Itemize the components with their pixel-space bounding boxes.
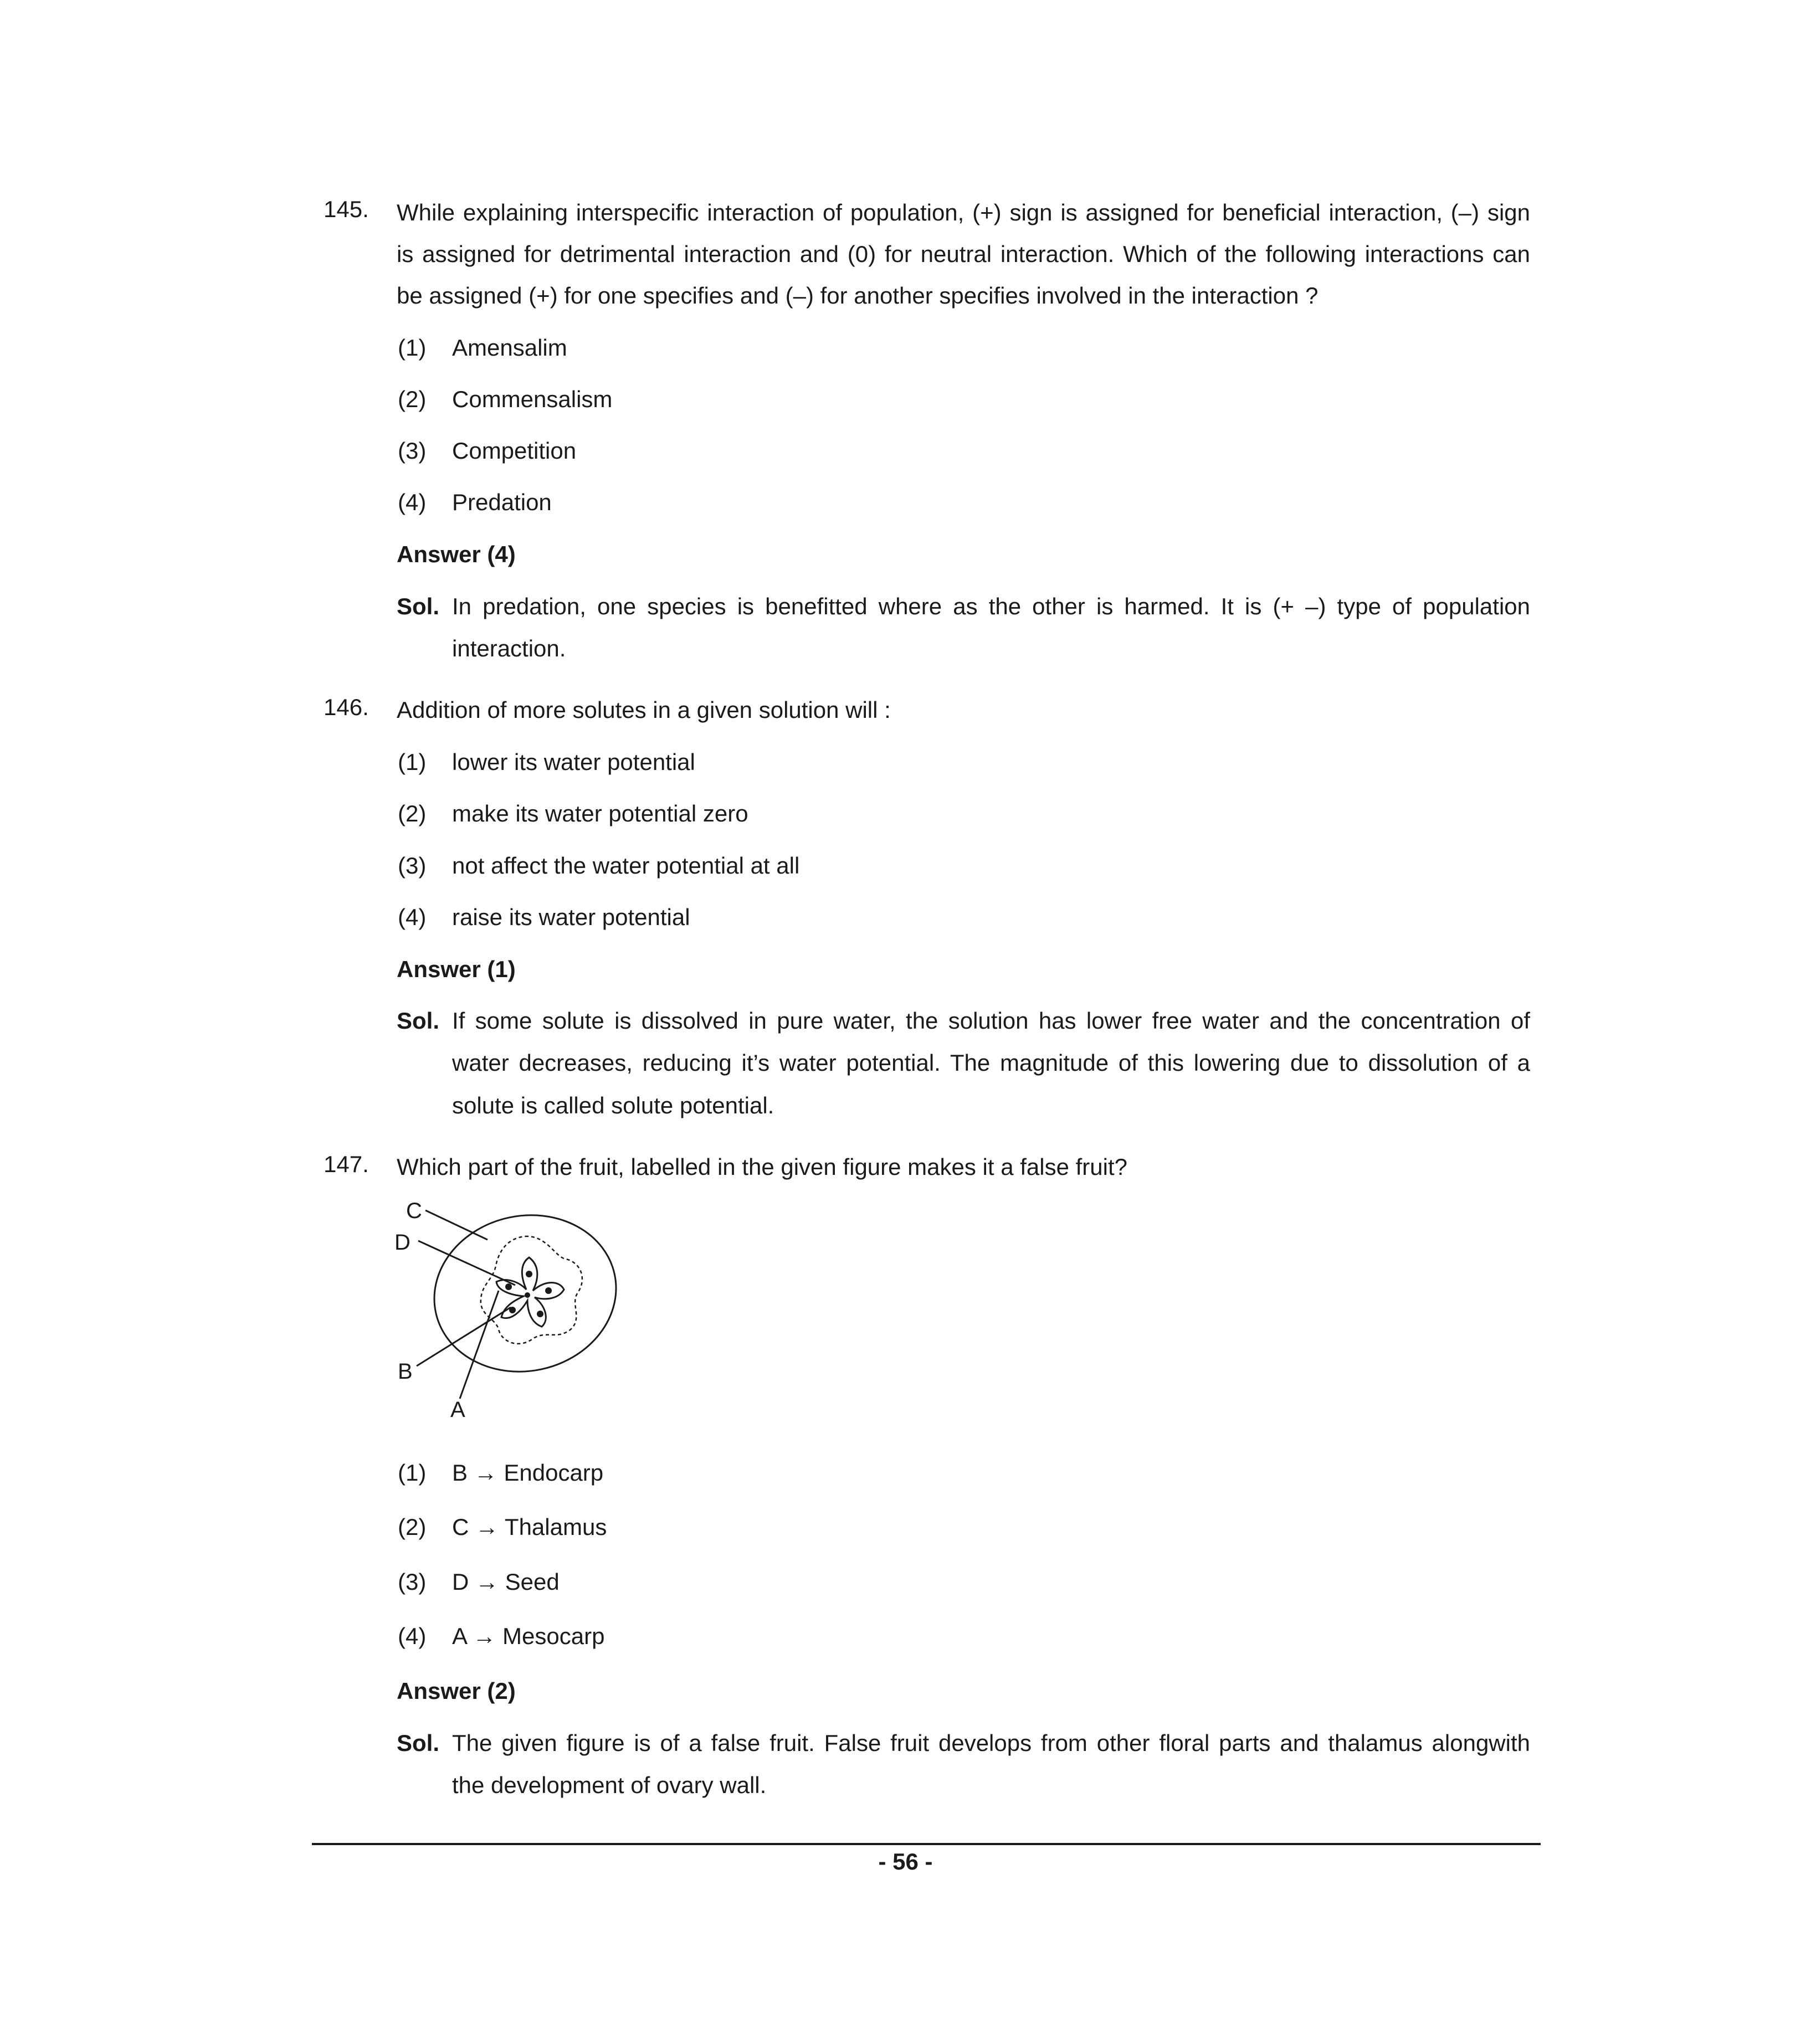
question-number: 147. xyxy=(324,1151,369,1177)
option-number: (4) xyxy=(398,1623,427,1649)
option-number: (4) xyxy=(398,904,427,930)
option-text: Commensalism xyxy=(452,386,613,412)
option-number: (2) xyxy=(398,1514,427,1540)
option-number: (3) xyxy=(398,852,427,879)
option-text: lower its water potential xyxy=(452,749,695,775)
answer-label: Answer (1) xyxy=(397,956,516,982)
option-text: D → Seed xyxy=(452,1569,560,1595)
solution-label: Sol. xyxy=(397,1730,440,1756)
fruit-section-drawing xyxy=(388,1196,643,1440)
solution-text-line-2: interaction. xyxy=(452,635,566,661)
option-number: (2) xyxy=(398,800,427,826)
solution-label: Sol. xyxy=(397,593,440,619)
question-text-line-1: While explaining interspecific interaction of population, (+) sign is assigned for beneficial interaction, (–) sign xyxy=(397,199,1530,225)
solution-text-line-1: The given figure is of a false fruit. False fruit develops from other floral parts and thalamus alongwith xyxy=(452,1730,1530,1756)
solution-text-line-1: If some solute is dissolved in pure water, the solution has lower free water and the concentration of xyxy=(452,1008,1530,1034)
option-number: (3) xyxy=(398,438,427,464)
figure-label-c: C xyxy=(406,1199,422,1223)
question-number: 146. xyxy=(324,694,369,720)
solution-text-line-2: the development of ovary wall. xyxy=(452,1772,767,1798)
question-text-line-3: be assigned (+) for one specifies and (–) for another specifies involved in the interaction ? xyxy=(397,283,1319,309)
question-text: Addition of more solutes in a given solution will : xyxy=(397,697,891,723)
option-text: A → Mesocarp xyxy=(452,1623,605,1649)
question-text: Which part of the fruit, labelled in the given figure makes it a false fruit? xyxy=(397,1154,1128,1180)
option-text: raise its water potential xyxy=(452,904,690,930)
question-number: 145. xyxy=(324,196,369,222)
option-number: (1) xyxy=(398,749,427,775)
option-text: Predation xyxy=(452,489,552,515)
solution-text-line-3: solute is called solute potential. xyxy=(452,1092,774,1118)
figure-label-d: D xyxy=(394,1230,411,1255)
option-text: not affect the water potential at all xyxy=(452,852,800,879)
option-number: (2) xyxy=(398,386,427,412)
page-number: - 56 - xyxy=(878,1848,933,1874)
option-text: B → Endocarp xyxy=(452,1460,604,1486)
option-text: Amensalim xyxy=(452,335,567,361)
footer-divider xyxy=(312,1843,1541,1845)
option-number: (1) xyxy=(398,335,427,361)
option-number: (1) xyxy=(398,1460,427,1486)
option-text: Competition xyxy=(452,438,577,464)
figure-label-b: B xyxy=(398,1359,413,1384)
solution-text-line-2: water decreases, reducing it’s water potential. The magnitude of this lowering due to dissolution of a xyxy=(452,1050,1530,1076)
answer-label: Answer (4) xyxy=(397,541,516,567)
figure-label-a: A xyxy=(450,1398,465,1422)
solution-text-line-1: In predation, one species is benefitted where as the other is harmed. It is (+ –) type of population xyxy=(452,593,1530,619)
option-text: C → Thalamus xyxy=(452,1514,607,1540)
answer-label: Answer (2) xyxy=(397,1678,516,1704)
solution-label: Sol. xyxy=(397,1008,440,1034)
option-text: make its water potential zero xyxy=(452,800,748,826)
option-number: (4) xyxy=(398,489,427,515)
question-text-line-2: is assigned for detrimental interaction and (0) for neutral interaction. Which of the following interactions can xyxy=(397,241,1530,267)
option-number: (3) xyxy=(398,1569,427,1595)
